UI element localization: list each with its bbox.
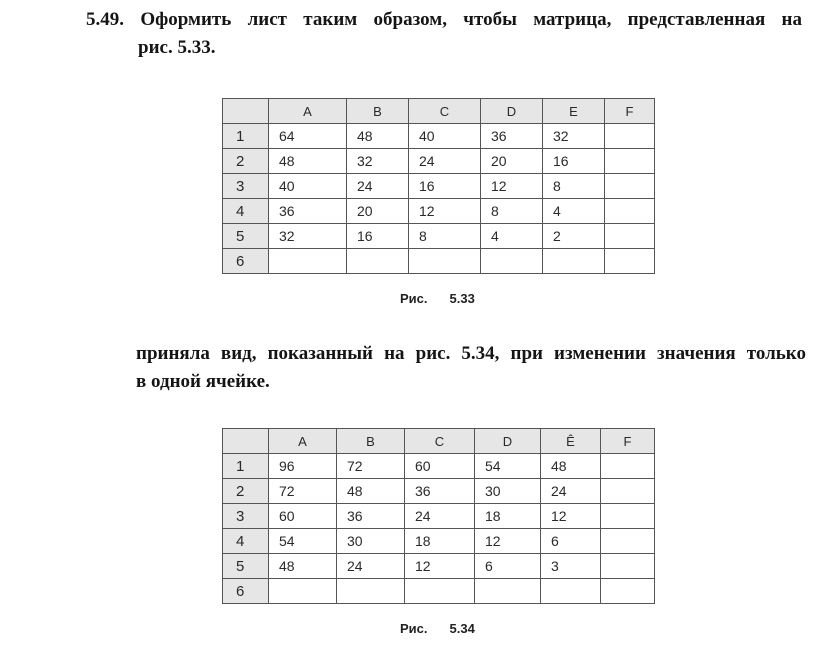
table-cell: 12 (481, 174, 543, 199)
spreadsheet-figure-5-34 (222, 428, 655, 604)
table-cell: 72 (269, 479, 337, 504)
table-cell: 32 (269, 224, 347, 249)
table-cell (605, 249, 655, 274)
table-cell: 32 (543, 124, 605, 149)
table-cell: 4 (543, 199, 605, 224)
table-cell (337, 579, 405, 604)
column-header: A (269, 429, 337, 454)
table-cell (601, 579, 655, 604)
table-cell: 24 (337, 554, 405, 579)
table-cell: 24 (541, 479, 601, 504)
column-header-row (223, 99, 655, 124)
column-header: D (475, 429, 541, 454)
table-cell: 4 (481, 224, 543, 249)
table-cell (601, 479, 655, 504)
table-row (223, 124, 655, 149)
table-cell: 30 (475, 479, 541, 504)
figure-caption-5-34 (400, 621, 475, 636)
table-cell (605, 224, 655, 249)
table-cell (347, 249, 409, 274)
caption-word: Рис. (400, 291, 428, 306)
table-cell: 3 (541, 554, 601, 579)
column-header: D (481, 99, 543, 124)
table-cell (269, 579, 337, 604)
table-cell (481, 249, 543, 274)
problem-statement (86, 6, 802, 62)
table-cell: 96 (269, 454, 337, 479)
table-cell (605, 124, 655, 149)
spreadsheet-body (223, 429, 655, 604)
table-cell: 48 (337, 479, 405, 504)
row-header: 1 (223, 454, 269, 479)
column-header: A (269, 99, 347, 124)
column-header: F (605, 99, 655, 124)
table-cell: 8 (481, 199, 543, 224)
table-row (223, 504, 655, 529)
table-cell: 24 (409, 149, 481, 174)
table-cell: 60 (405, 454, 475, 479)
corner-cell (223, 429, 269, 454)
row-header: 5 (223, 554, 269, 579)
column-header: B (337, 429, 405, 454)
table-row (223, 579, 655, 604)
column-header: C (409, 99, 481, 124)
table-cell (601, 504, 655, 529)
table-cell: 18 (405, 529, 475, 554)
column-header: E (543, 99, 605, 124)
table-cell: 6 (541, 529, 601, 554)
table-cell: 72 (337, 454, 405, 479)
table-cell: 16 (409, 174, 481, 199)
column-header: Ê (541, 429, 601, 454)
table-cell: 60 (269, 504, 337, 529)
table-cell (269, 249, 347, 274)
row-header: 2 (223, 479, 269, 504)
table-row (223, 199, 655, 224)
table-cell (543, 249, 605, 274)
row-header: 2 (223, 149, 269, 174)
column-header: B (347, 99, 409, 124)
table-cell: 36 (337, 504, 405, 529)
table-cell: 12 (475, 529, 541, 554)
row-header: 4 (223, 529, 269, 554)
table-cell: 54 (475, 454, 541, 479)
table-cell: 8 (409, 224, 481, 249)
table-cell: 48 (269, 554, 337, 579)
table-row (223, 174, 655, 199)
table-cell: 30 (337, 529, 405, 554)
column-header-row (223, 429, 655, 454)
table-cell: 2 (543, 224, 605, 249)
table-cell: 36 (269, 199, 347, 224)
continuation-line-2: в одной ячейке. (136, 371, 270, 392)
table-cell (409, 249, 481, 274)
row-header: 3 (223, 174, 269, 199)
corner-cell (223, 99, 269, 124)
table-cell: 36 (405, 479, 475, 504)
table-cell: 24 (405, 504, 475, 529)
table-cell: 12 (405, 554, 475, 579)
table-row (223, 529, 655, 554)
row-header: 6 (223, 249, 269, 274)
table-cell: 36 (481, 124, 543, 149)
table-cell: 32 (347, 149, 409, 174)
table-cell (605, 174, 655, 199)
table-cell: 6 (475, 554, 541, 579)
table-cell (601, 529, 655, 554)
caption-word: Рис. (400, 621, 428, 636)
table-cell: 48 (541, 454, 601, 479)
column-header: F (601, 429, 655, 454)
table-cell: 64 (269, 124, 347, 149)
problem-line-1: 5.49. Оформить лист таким образом, чтобы матрица, представленная на (86, 9, 802, 30)
table-cell: 54 (269, 529, 337, 554)
spreadsheet-figure-5-33 (222, 98, 655, 274)
row-header: 1 (223, 124, 269, 149)
table-cell: 12 (409, 199, 481, 224)
table-cell: 18 (475, 504, 541, 529)
table-row (223, 479, 655, 504)
table-cell (475, 579, 541, 604)
row-header: 6 (223, 579, 269, 604)
problem-line-2: рис. 5.33. (138, 37, 216, 58)
table-cell: 8 (543, 174, 605, 199)
column-header: C (405, 429, 475, 454)
table-row (223, 149, 655, 174)
table-cell: 20 (347, 199, 409, 224)
table-cell: 40 (409, 124, 481, 149)
table-cell: 20 (481, 149, 543, 174)
table-cell (605, 199, 655, 224)
caption-number: 5.34 (449, 621, 475, 636)
table-cell (601, 454, 655, 479)
table-cell (605, 149, 655, 174)
table-row (223, 554, 655, 579)
table-cell: 48 (269, 149, 347, 174)
table-cell: 24 (347, 174, 409, 199)
table-cell: 16 (543, 149, 605, 174)
table-cell (601, 554, 655, 579)
row-header: 5 (223, 224, 269, 249)
table-cell: 12 (541, 504, 601, 529)
caption-number: 5.33 (449, 291, 475, 306)
table-cell: 48 (347, 124, 409, 149)
row-header: 4 (223, 199, 269, 224)
continuation-line-1: приняла вид, показанный на рис. 5.34, при изменении значения только (136, 343, 806, 364)
table-cell (405, 579, 475, 604)
table-row (223, 224, 655, 249)
row-header: 3 (223, 504, 269, 529)
table-cell: 40 (269, 174, 347, 199)
figure-caption-5-33 (400, 291, 475, 306)
table-cell (541, 579, 601, 604)
table-row (223, 454, 655, 479)
table-cell: 16 (347, 224, 409, 249)
table-row (223, 249, 655, 274)
spreadsheet-body (223, 99, 655, 274)
problem-continuation (136, 340, 806, 396)
